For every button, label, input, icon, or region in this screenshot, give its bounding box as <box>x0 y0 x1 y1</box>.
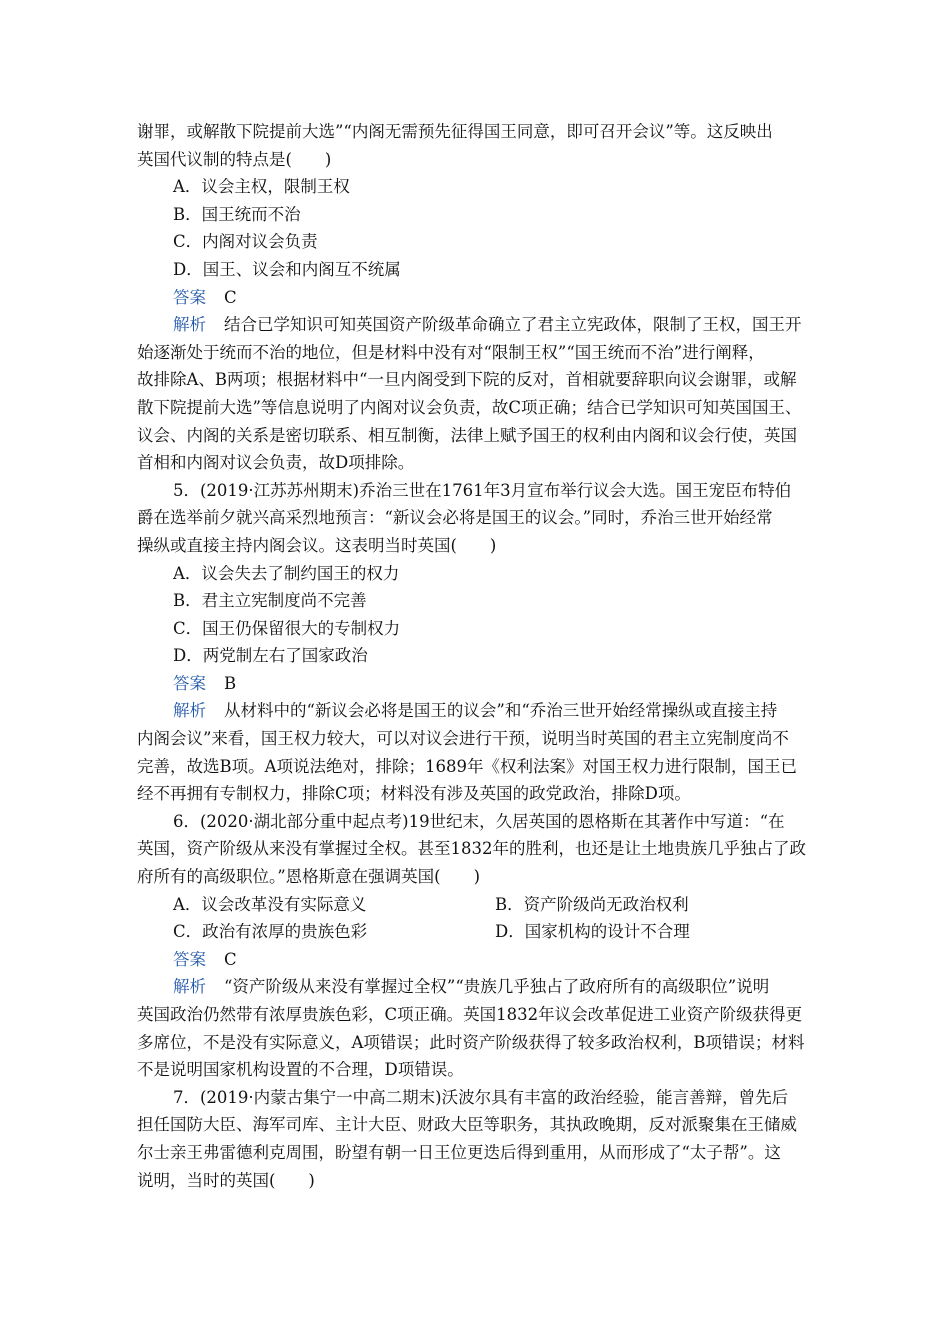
answer-label: 答案 <box>173 287 206 307</box>
analysis-label: 解析 <box>173 977 206 997</box>
q6-stem-line: 府所有的高级职位。”恩格斯意在强调英国( ) <box>137 867 481 887</box>
answer-label: 答案 <box>173 673 206 693</box>
document-page <box>137 118 817 1194</box>
answer-value: B <box>224 673 237 693</box>
analysis-text: “资产阶级从来没有掌握过全权”“贵族几乎独占了政府所有的高级职位”说明 <box>224 977 770 997</box>
analysis-label: 解析 <box>173 315 206 335</box>
q5-analysis-line: 内阁会议”来看，国王权力较大，可以对议会进行干预，说明当时英国的君主立宪制度尚不 <box>137 729 789 749</box>
q6-options-row <box>137 918 817 946</box>
q6-option-b: B．资产阶级尚无政治权利 <box>495 894 689 914</box>
q6-options-row <box>137 891 817 919</box>
q5-stem-line: 爵在选举前夕就兴高采烈地预言：“新议会必将是国王的议会。”同时，乔治三世开始经常 <box>137 508 773 528</box>
q6-analysis-line <box>137 973 817 1001</box>
q5-stem-line: 5．(2019·江苏苏州期末)乔治三世在1761年3月宣布举行议会大选。国王宠臣布特伯 <box>173 480 792 500</box>
q4-analysis-line: 始逐渐处于统而不治的地位，但是材料中没有对“限制王权”“国王统而不治”进行阐释， <box>137 342 765 362</box>
q4-stem-line: 英国代议制的特点是( ) <box>137 149 332 169</box>
q6-analysis-line: 英国政治仍然带有浓厚贵族色彩，C项正确。英国1832年议会改革促进工业资产阶级获得更 <box>137 1005 803 1024</box>
q4-analysis-line: 议会、内阁的关系是密切联系、相互制衡，法律上赋予国王的权利由内阁和议会行使，英国 <box>137 425 797 445</box>
q7-stem-line: 尔士亲王弗雷德利克周围，盼望有朝一日王位更迭后得到重用，从而形成了“太子帮”。这 <box>137 1142 781 1162</box>
q6-stem-line: 6．(2020·湖北部分重中起点考)19世纪末，久居英国的恩格斯在其著作中写道：“在 <box>173 811 785 831</box>
q4-answer <box>137 284 817 312</box>
q4-analysis-line: 故排除A、B两项；根据材料中“一旦内阁受到下院的反对，首相就要辞职向议会谢罪，或解 <box>137 370 797 390</box>
q4-analysis-line <box>137 311 817 339</box>
q6-option-a: A．议会改革没有实际意义 <box>173 894 367 914</box>
q5-option-b: B．君主立宪制度尚不完善 <box>173 591 367 611</box>
q5-analysis-line: 完善，故选B项。A项说法绝对，排除；1689年《权利法案》对国王权力进行限制，国王已 <box>137 756 798 776</box>
q6-option-d: D．国家机构的设计不合理 <box>495 922 690 942</box>
q6-analysis-line: 多席位，不是没有实际意义，A项错误；此时资产阶级获得了较多政治权利，B项错误；材料 <box>137 1032 805 1052</box>
q5-option-d: D．两党制左右了国家政治 <box>173 646 368 666</box>
q5-answer <box>137 670 817 698</box>
answer-value: C <box>224 287 237 307</box>
q4-option-d: D．国王、议会和内阁互不统属 <box>173 259 401 279</box>
q4-option-c: C．内阁对议会负责 <box>173 232 318 252</box>
q7-stem-line: 7．(2019·内蒙古集宁一中高二期末)沃波尔具有丰富的政治经验，能言善辩，曾先后 <box>173 1087 789 1107</box>
analysis-text: 从材料中的“新议会必将是国王的议会”和“乔治三世开始经常操纵或直接主持 <box>224 701 778 721</box>
analysis-label: 解析 <box>173 701 206 721</box>
q4-stem-line: 谢罪，或解散下院提前大选”“内阁无需预先征得国王同意，即可召开会议”等。这反映出 <box>137 122 773 141</box>
answer-value: C <box>224 949 237 969</box>
q6-answer <box>137 946 817 974</box>
q6-stem-line: 英国，资产阶级从来没有掌握过全权。甚至1832年的胜利，也还是让土地贵族几乎独占了政 <box>137 839 806 859</box>
q4-analysis-line: 散下院提前大选”等信息说明了内阁对议会负责，故C项正确；结合已学知识可知英国国王、 <box>137 397 802 417</box>
q4-analysis-line: 首相和内阁对议会负责，故D项排除。 <box>137 453 415 473</box>
q4-option-b: B．国王统而不治 <box>173 204 301 224</box>
q4-option-a: A．议会主权，限制王权 <box>173 177 350 197</box>
q5-option-a: A．议会失去了制约国王的权力 <box>173 563 400 583</box>
q7-stem-line: 说明，当时的英国( ) <box>137 1170 315 1190</box>
q6-analysis-line: 不是说明国家机构设置的不合理，D项错误。 <box>137 1060 464 1080</box>
q6-option-c: C．政治有浓厚的贵族色彩 <box>173 922 368 942</box>
q5-analysis-line: 经不再拥有专制权力，排除C项；材料没有涉及英国的政党政治，排除D项。 <box>137 784 691 804</box>
q5-option-c: C．国王仍保留很大的专制权力 <box>173 618 401 638</box>
answer-label: 答案 <box>173 949 206 969</box>
q5-analysis-line <box>137 697 817 725</box>
q5-stem-line: 操纵或直接主持内阁会议。这表明当时英国( ) <box>137 535 497 555</box>
analysis-text: 结合已学知识可知英国资产阶级革命确立了君主立宪政体，限制了王权，国王开 <box>224 315 802 335</box>
q7-stem-line: 担任国防大臣、海军司库、主计大臣、财政大臣等职务，其执政晚期，反对派聚集在王储威 <box>137 1115 797 1135</box>
